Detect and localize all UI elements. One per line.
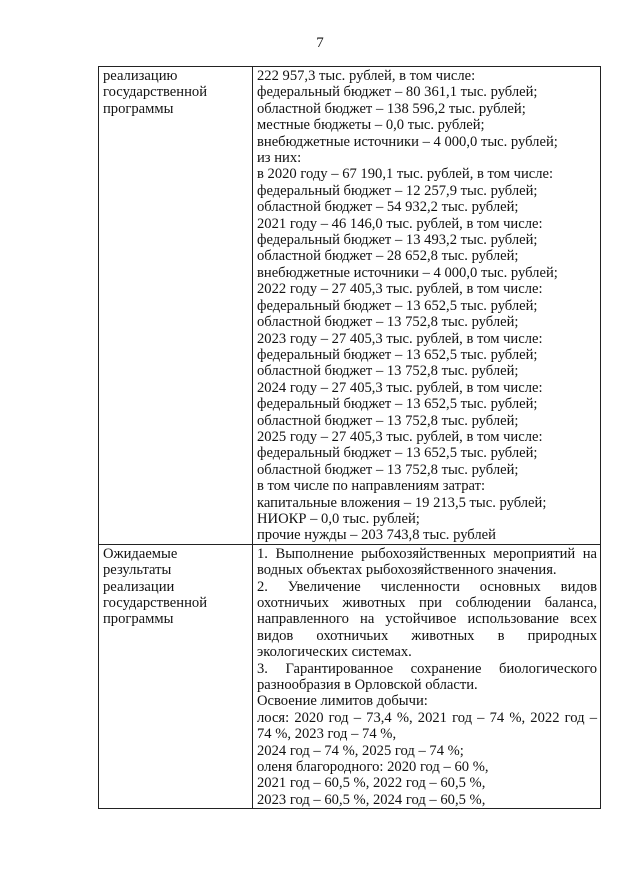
content-line: федеральный бюджет – 13 652,5 тыс. рублей; — [257, 445, 538, 462]
label-line: государственной — [103, 84, 208, 101]
content-line: в том числе по направлениям затрат: — [257, 478, 486, 495]
label-line: государственной — [103, 595, 208, 611]
row-label-expected-results — [99, 544, 253, 809]
content-line: лося: 2020 год – 73,4 %, 2021 год – 74 %, 2022 год – — [257, 709, 597, 726]
content-line: областной бюджет – 13 752,8 тыс. рублей; — [257, 314, 519, 331]
content-line: 2023 год – 60,5 %, 2024 год – 60,5 %, — [257, 791, 486, 808]
content-line: 222 957,3 тыс. рублей, в том числе: — [257, 68, 476, 84]
content-line: видов охотничьих животных в природных — [257, 627, 597, 644]
content-line: Освоение лимитов добычи: — [257, 693, 428, 710]
content-line: федеральный бюджет – 13 652,5 тыс. рублей; — [257, 297, 538, 314]
row-label-financing — [99, 67, 253, 545]
table-row-expected-results — [99, 544, 601, 809]
content-line: областной бюджет – 13 752,8 тыс. рублей; — [257, 461, 519, 478]
content-line: охотничьих животных при соблюдении баланса, — [257, 595, 597, 611]
content-line: 2025 году – 27 405,3 тыс. рублей, в том числе: — [257, 428, 543, 445]
label-line: реализации — [103, 578, 175, 595]
content-line: 2021 году – 46 146,0 тыс. рублей, в том числе: — [257, 215, 543, 232]
page-number: 7 — [316, 35, 324, 51]
content-line: разнообразия в Орловской области. — [257, 677, 478, 694]
content-line: федеральный бюджет – 80 361,1 тыс. рублей; — [257, 84, 538, 101]
content-line: федеральный бюджет – 12 257,9 тыс. рублей; — [257, 182, 538, 199]
content-line: областной бюджет – 13 752,8 тыс. рублей; — [257, 412, 519, 429]
content-line: направленного на устойчивое использование всех — [257, 611, 597, 628]
content-line: федеральный бюджет – 13 493,2 тыс. рублей; — [257, 232, 538, 249]
content-line: местные бюджеты – 0,0 тыс. рублей; — [257, 117, 485, 134]
content-line: НИОКР – 0,0 тыс. рублей; — [257, 510, 420, 527]
content-line: в 2020 году – 67 190,1 тыс. рублей, в том числе: — [257, 166, 554, 183]
content-line: внебюджетные источники – 4 000,0 тыс. рублей; — [257, 133, 558, 150]
label-line: программы — [103, 100, 174, 117]
content-line: из них: — [257, 150, 302, 167]
content-line: федеральный бюджет – 13 652,5 тыс. рублей; — [257, 346, 538, 363]
content-line: 3. Гарантированное сохранение биологического — [257, 660, 597, 677]
content-line: внебюджетные источники – 4 000,0 тыс. рублей; — [257, 264, 558, 281]
row-content-expected-results — [253, 544, 601, 809]
label-line: реализацию — [103, 68, 178, 84]
content-line: 2. Увеличение численности основных видов — [257, 578, 597, 595]
content-line: капитальные вложения – 19 213,5 тыс. рублей; — [257, 494, 547, 511]
row-content-financing — [253, 67, 601, 545]
content-line: 2024 году – 27 405,3 тыс. рублей, в том числе: — [257, 379, 543, 396]
content-line: областной бюджет – 13 752,8 тыс. рублей; — [257, 363, 519, 380]
content-line: водных объектах рыбохозяйственного значения. — [257, 562, 557, 579]
content-line: областной бюджет – 138 596,2 тыс. рублей; — [257, 100, 526, 117]
label-line: результаты — [103, 562, 172, 579]
content-line: областной бюджет – 28 652,8 тыс. рублей; — [257, 248, 519, 265]
content-line: оленя благородного: 2020 год – 60 %, — [257, 759, 489, 776]
content-line: 2022 году – 27 405,3 тыс. рублей, в том числе: — [257, 281, 543, 298]
content-line: 74 %, 2023 год – 74 %, — [257, 726, 397, 743]
label-line: программы — [103, 611, 174, 628]
content-line: 2024 год – 74 %, 2025 год – 74 %; — [257, 742, 464, 759]
content-line: федеральный бюджет – 13 652,5 тыс. рублей; — [257, 396, 538, 413]
content-line: прочие нужды – 203 743,8 тыс. рублей — [257, 527, 496, 544]
label-line: Ожидаемые — [103, 545, 178, 562]
content-line: 1. Выполнение рыбохозяйственных мероприятий на — [257, 545, 597, 562]
passport-table — [98, 66, 601, 809]
content-line: 2021 год – 60,5 %, 2022 год – 60,5 %, — [257, 775, 486, 792]
table-row-financing — [99, 67, 601, 545]
content-line: экологических системах. — [257, 644, 412, 661]
content-line: 2023 году – 27 405,3 тыс. рублей, в том числе: — [257, 330, 543, 347]
content-line: областной бюджет – 54 932,2 тыс. рублей; — [257, 199, 519, 216]
